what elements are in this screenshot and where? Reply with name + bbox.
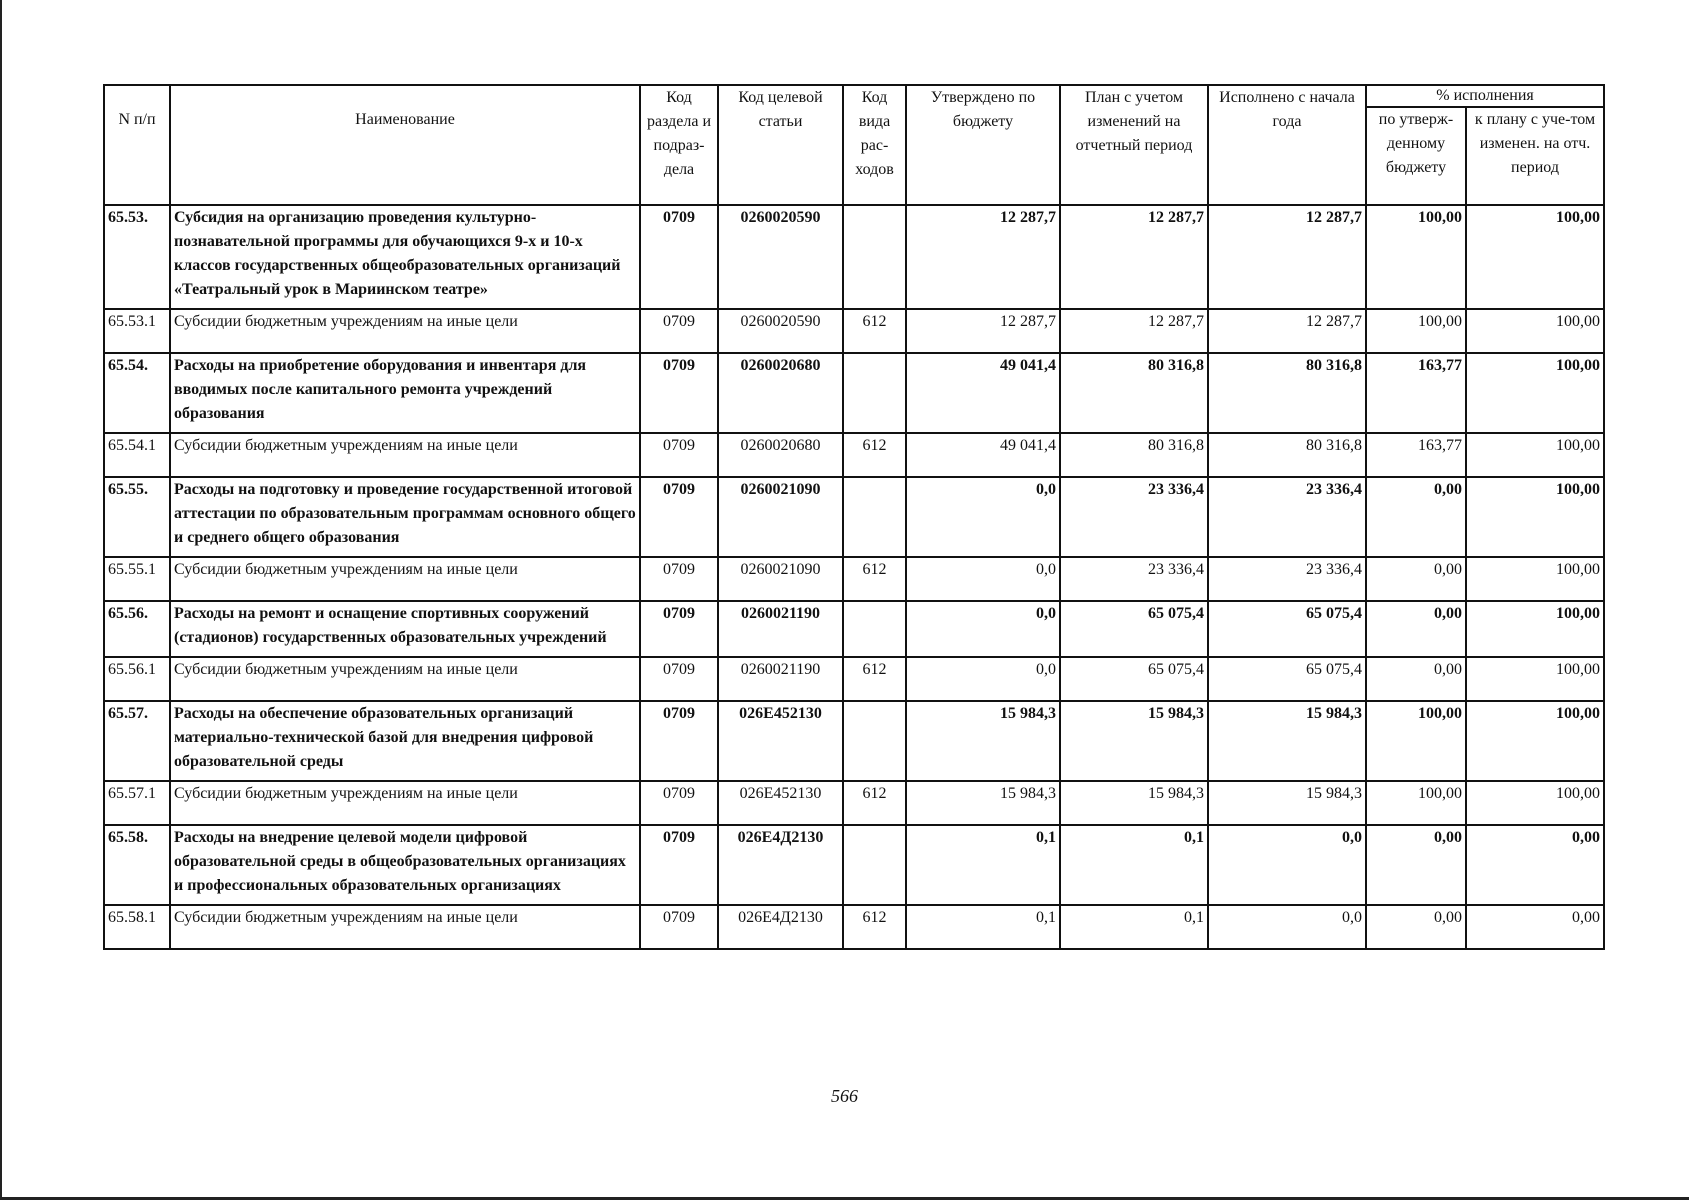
table-header xyxy=(104,85,1604,205)
row-approved-budget: 0,0 xyxy=(906,601,1060,657)
row-expense-type-code: 612 xyxy=(843,557,906,601)
table-row xyxy=(104,433,1604,477)
row-pct-plan: 100,00 xyxy=(1466,601,1604,657)
scan-left-border xyxy=(0,0,2,1200)
row-expense-type-code xyxy=(843,353,906,433)
row-approved-budget: 15 984,3 xyxy=(906,781,1060,825)
row-target-code: 0260020680 xyxy=(718,353,843,433)
row-executed: 65 075,4 xyxy=(1208,601,1366,657)
header-pct-group: % исполнения xyxy=(1366,85,1604,107)
row-approved-budget: 49 041,4 xyxy=(906,353,1060,433)
row-target-code: 0260021090 xyxy=(718,557,843,601)
table-row xyxy=(104,781,1604,825)
row-name: Субсидия на организацию проведения культурно-познавательной программы для обучающихся 9-х и 10-х классов государственных общеобразовательных организаций «Театральный урок в Мариинском театре» xyxy=(170,205,640,309)
row-target-code: 0260021090 xyxy=(718,477,843,557)
row-executed: 80 316,8 xyxy=(1208,433,1366,477)
table-row xyxy=(104,825,1604,905)
row-pct-approved: 100,00 xyxy=(1366,205,1466,309)
row-pct-approved: 0,00 xyxy=(1366,557,1466,601)
table-row xyxy=(104,657,1604,701)
row-executed: 15 984,3 xyxy=(1208,701,1366,781)
row-plan-with-changes: 80 316,8 xyxy=(1060,353,1208,433)
row-number: 65.57. xyxy=(104,701,170,781)
row-expense-type-code: 612 xyxy=(843,781,906,825)
row-executed: 15 984,3 xyxy=(1208,781,1366,825)
row-pct-plan: 100,00 xyxy=(1466,433,1604,477)
row-expense-type-code: 612 xyxy=(843,657,906,701)
table-row xyxy=(104,601,1604,657)
row-name: Расходы на приобретение оборудования и инвентаря для вводимых после капитального ремонта учреждений образования xyxy=(170,353,640,433)
row-approved-budget: 0,0 xyxy=(906,657,1060,701)
row-section-code: 0709 xyxy=(640,601,718,657)
row-approved-budget: 49 041,4 xyxy=(906,433,1060,477)
row-executed: 23 336,4 xyxy=(1208,557,1366,601)
row-number: 65.57.1 xyxy=(104,781,170,825)
row-number: 65.56. xyxy=(104,601,170,657)
row-pct-approved: 0,00 xyxy=(1366,905,1466,949)
row-approved-budget: 0,0 xyxy=(906,557,1060,601)
row-pct-approved: 100,00 xyxy=(1366,701,1466,781)
row-number: 65.58.1 xyxy=(104,905,170,949)
table-row xyxy=(104,905,1604,949)
row-expense-type-code: 612 xyxy=(843,905,906,949)
row-pct-plan: 100,00 xyxy=(1466,781,1604,825)
row-expense-type-code xyxy=(843,701,906,781)
table-row xyxy=(104,353,1604,433)
row-section-code: 0709 xyxy=(640,557,718,601)
row-name: Субсидии бюджетным учреждениям на иные цели xyxy=(170,433,640,477)
row-number: 65.54. xyxy=(104,353,170,433)
row-plan-with-changes: 65 075,4 xyxy=(1060,657,1208,701)
budget-execution-table xyxy=(103,84,1605,950)
row-expense-type-code xyxy=(843,205,906,309)
header-pct-approved: по утверж-денному бюджету xyxy=(1366,107,1466,205)
row-target-code: 026E452130 xyxy=(718,781,843,825)
row-expense-type-code xyxy=(843,601,906,657)
row-number: 65.55. xyxy=(104,477,170,557)
row-plan-with-changes: 23 336,4 xyxy=(1060,477,1208,557)
row-number: 65.58. xyxy=(104,825,170,905)
row-plan-with-changes: 0,1 xyxy=(1060,825,1208,905)
row-executed: 12 287,7 xyxy=(1208,309,1366,353)
row-executed: 23 336,4 xyxy=(1208,477,1366,557)
row-number: 65.53.1 xyxy=(104,309,170,353)
row-pct-approved: 0,00 xyxy=(1366,601,1466,657)
row-approved-budget: 12 287,7 xyxy=(906,309,1060,353)
row-name: Расходы на подготовку и проведение государственной итоговой аттестации по образовательным программам основного общего и среднего общего образования xyxy=(170,477,640,557)
row-approved-budget: 0,1 xyxy=(906,905,1060,949)
row-pct-plan: 100,00 xyxy=(1466,701,1604,781)
row-target-code: 0260021190 xyxy=(718,601,843,657)
row-plan-with-changes: 15 984,3 xyxy=(1060,701,1208,781)
header-approved-budget: Утверждено по бюджету xyxy=(906,85,1060,205)
table-row xyxy=(104,557,1604,601)
row-name: Расходы на обеспечение образовательных организаций материально-технической базой для внедрения цифровой образовательной среды xyxy=(170,701,640,781)
header-section-code: Код раздела и подраз-дела xyxy=(640,85,718,205)
row-target-code: 0260020590 xyxy=(718,205,843,309)
row-name: Субсидии бюджетным учреждениям на иные цели xyxy=(170,557,640,601)
row-target-code: 0260020680 xyxy=(718,433,843,477)
row-executed: 0,0 xyxy=(1208,905,1366,949)
row-pct-plan: 100,00 xyxy=(1466,557,1604,601)
row-section-code: 0709 xyxy=(640,701,718,781)
row-expense-type-code xyxy=(843,825,906,905)
row-plan-with-changes: 80 316,8 xyxy=(1060,433,1208,477)
row-section-code: 0709 xyxy=(640,477,718,557)
header-pct-plan: к плану с уче-том изменен. на отч. период xyxy=(1466,107,1604,205)
header-expense-type-code: Код вида рас-ходов xyxy=(843,85,906,205)
row-name: Субсидии бюджетным учреждениям на иные цели xyxy=(170,781,640,825)
row-pct-approved: 0,00 xyxy=(1366,825,1466,905)
row-section-code: 0709 xyxy=(640,205,718,309)
row-executed: 12 287,7 xyxy=(1208,205,1366,309)
row-number: 65.56.1 xyxy=(104,657,170,701)
row-plan-with-changes: 23 336,4 xyxy=(1060,557,1208,601)
row-pct-plan: 100,00 xyxy=(1466,477,1604,557)
row-pct-approved: 0,00 xyxy=(1366,657,1466,701)
header-target-code: Код целевой статьи xyxy=(718,85,843,205)
row-executed: 65 075,4 xyxy=(1208,657,1366,701)
row-pct-plan: 100,00 xyxy=(1466,353,1604,433)
row-pct-approved: 163,77 xyxy=(1366,353,1466,433)
row-approved-budget: 15 984,3 xyxy=(906,701,1060,781)
table-row xyxy=(104,205,1604,309)
row-target-code: 026E452130 xyxy=(718,701,843,781)
header-plan-with-changes: План с учетом изменений на отчетный период xyxy=(1060,85,1208,205)
row-target-code: 026E4Д2130 xyxy=(718,825,843,905)
row-name: Субсидии бюджетным учреждениям на иные цели xyxy=(170,309,640,353)
row-plan-with-changes: 12 287,7 xyxy=(1060,309,1208,353)
row-expense-type-code xyxy=(843,477,906,557)
table-row xyxy=(104,309,1604,353)
row-section-code: 0709 xyxy=(640,433,718,477)
row-pct-approved: 100,00 xyxy=(1366,781,1466,825)
header-executed: Исполнено с начала года xyxy=(1208,85,1366,205)
row-name: Субсидии бюджетным учреждениям на иные цели xyxy=(170,905,640,949)
row-executed: 80 316,8 xyxy=(1208,353,1366,433)
row-section-code: 0709 xyxy=(640,657,718,701)
row-name: Субсидии бюджетным учреждениям на иные цели xyxy=(170,657,640,701)
row-section-code: 0709 xyxy=(640,825,718,905)
row-expense-type-code: 612 xyxy=(843,433,906,477)
header-name: Наименование xyxy=(170,85,640,205)
row-executed: 0,0 xyxy=(1208,825,1366,905)
row-section-code: 0709 xyxy=(640,905,718,949)
row-pct-plan: 100,00 xyxy=(1466,657,1604,701)
table-body xyxy=(104,205,1604,949)
table-row xyxy=(104,701,1604,781)
row-target-code: 0260021190 xyxy=(718,657,843,701)
row-plan-with-changes: 65 075,4 xyxy=(1060,601,1208,657)
row-name: Расходы на внедрение целевой модели цифровой образовательной среды в общеобразовательных организациях и профессиональных образовательных организациях xyxy=(170,825,640,905)
row-expense-type-code: 612 xyxy=(843,309,906,353)
row-number: 65.54.1 xyxy=(104,433,170,477)
row-pct-plan: 100,00 xyxy=(1466,309,1604,353)
header-no: N п/п xyxy=(104,85,170,205)
row-target-code: 0260020590 xyxy=(718,309,843,353)
row-number: 65.53. xyxy=(104,205,170,309)
row-plan-with-changes: 12 287,7 xyxy=(1060,205,1208,309)
page-number: 566 xyxy=(831,1086,858,1106)
row-pct-approved: 100,00 xyxy=(1366,309,1466,353)
row-plan-with-changes: 15 984,3 xyxy=(1060,781,1208,825)
row-section-code: 0709 xyxy=(640,309,718,353)
row-approved-budget: 0,0 xyxy=(906,477,1060,557)
row-pct-approved: 0,00 xyxy=(1366,477,1466,557)
row-pct-plan: 100,00 xyxy=(1466,205,1604,309)
row-approved-budget: 0,1 xyxy=(906,825,1060,905)
row-section-code: 0709 xyxy=(640,353,718,433)
row-target-code: 026E4Д2130 xyxy=(718,905,843,949)
row-section-code: 0709 xyxy=(640,781,718,825)
table-row xyxy=(104,477,1604,557)
row-pct-plan: 0,00 xyxy=(1466,905,1604,949)
row-approved-budget: 12 287,7 xyxy=(906,205,1060,309)
row-number: 65.55.1 xyxy=(104,557,170,601)
row-plan-with-changes: 0,1 xyxy=(1060,905,1208,949)
row-pct-approved: 163,77 xyxy=(1366,433,1466,477)
row-pct-plan: 0,00 xyxy=(1466,825,1604,905)
row-name: Расходы на ремонт и оснащение спортивных сооружений (стадионов) государственных образовательных учреждений xyxy=(170,601,640,657)
